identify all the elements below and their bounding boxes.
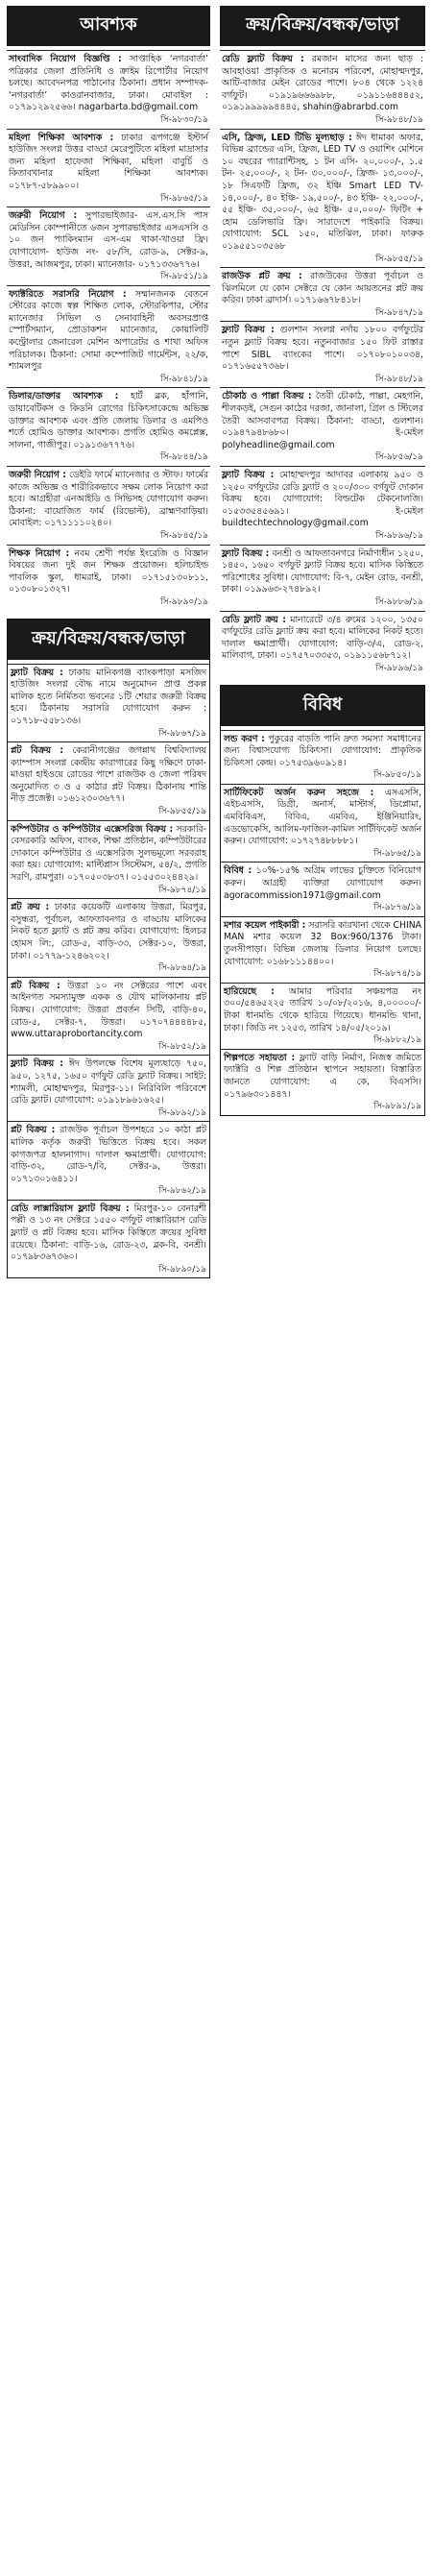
ad-reference-code: সি-৯৮৫২/১৯ — [158, 1041, 206, 1052]
ad-list — [221, 730, 424, 1115]
ad-reference-code: সি-৯৮৮৬/১৯ — [375, 596, 423, 607]
ad-reference-code: সি-৯৮৬২/১৯ — [158, 1186, 206, 1197]
classified-ad — [221, 1049, 424, 1115]
ad-keyword: ফ্ল্যাট বিক্রয় : — [11, 667, 63, 678]
ad-keyword: মহিলা শিক্ষিকা আবশ্যক : — [9, 132, 114, 143]
classified-ad — [8, 741, 209, 820]
classified-ad — [7, 387, 210, 466]
ad-body: ঢাকার রূপগঞ্জে ইস্টার্ন হাউজিং সংলগ্ন উত্তর বাড্ডা মেরেপুটিতে মহিলা মাদ্রাসার জন্য মহিলা হাফেজা শিক্ষিকা, মহিলা বাবুর্চি ও কিতাবখানার মহিলা শিক্ষিকা আবশ্যক। ০১৭৮৭-৫৮৯৯০০। — [9, 132, 208, 191]
ad-body: রাজউকের উত্তরা পূর্বাচল ও ঝিলমিলে যে কোন সেক্টরে যে কোন আয়তনের প্লট ক্রয় করিব। ঢাকা ব্রাদার্স। ০১৭১৬৬৭৮৪১৮। — [222, 271, 423, 306]
classified-ad — [8, 1055, 209, 1121]
ad-list — [8, 664, 209, 1278]
classified-ad — [7, 466, 210, 545]
section-heading-abashyak: আবশ্যক — [7, 6, 210, 46]
ad-keyword: লন্ড করণ : — [224, 733, 265, 744]
classified-ad — [221, 862, 424, 915]
ad-reference-code: সি-৯৮৭৪/১৯ — [373, 969, 421, 980]
classified-ad — [220, 611, 425, 677]
ad-body: পুকুরের বাড়তি পানি দ্রুত সমস্যা সমাধানের জন্য বিশ্বাসযোগ্য চিকিৎসা। যোগাযোগ: প্রাকৃতিক চিকিৎসা কেন্দ্র। ০১৭৫৩৯৬০৯১৪। — [224, 733, 421, 768]
ad-keyword: রেডি ফ্ল্যাট বিক্রয় : — [222, 54, 304, 64]
classified-ad — [8, 1200, 209, 1278]
ad-keyword: প্লট বিক্রয় : — [11, 745, 64, 757]
ad-body: তৈরী চৌকাঠ, পাল্লা, মেহগনি, শীলকড়ই, সেগুন কাঠের দরজা, জানালা, গ্রিল ও স্টিলের তৈরী আসবাবপত্র বিক্রয়। ঠিকানা: বাড্ডা, গুলশান। ০১৯৪৭৯৪৮৬৮০। ই-মেইল polyheadline@gmail.com — [222, 391, 423, 450]
ad-body: এসএসসি, এইচএসসি, ডিগ্রী, অনার্স, মাস্টার্স, ডিপ্লোমা, এমবিবিএস, বিবিএ, এমবিএ, ইঞ্জিনিয়ারিং, এডভোকেসি, আলিম-ফাজিল-কামিল সার্টিফিকেট অর্জন করুন। যোগাযোগ: ০১৭২৭৪৮৮৮৮১। — [224, 787, 421, 847]
classified-ad — [220, 50, 425, 129]
ad-keyword: ফ্ল্যাট বিক্রয় : — [11, 1058, 63, 1070]
ad-reference-code: সি-৯৮৩০/১৯ — [160, 114, 208, 125]
ad-reference-code: সি-৯৮৭৬/১৯ — [373, 903, 421, 913]
classified-ad — [7, 285, 210, 388]
section-heading-bibidh: বিবিধ — [221, 686, 424, 726]
ad-reference-code: সি-৯৮৪৫/১৯ — [160, 530, 208, 541]
ad-body: নবম শ্রেণী পর্যন্ত ইংরেজি ও বিজ্ঞান বিষয়ের জন্য দুই জন শিক্ষক প্রয়োজন। হলিচাইল্ড পাবলিক স্কুল, ধামরাই, ঢাকা। ০১৭১৫১৩০৮১১, ০১৩০৮০১৩২৭। — [9, 547, 208, 595]
ad-body: ঈদ উপলক্ষে বিশেষ মূল্যছাড়ে ৭৫০, ৯৫০, ১২৭৫, ১৬৫০ বর্গফুট রেডি ফ্ল্যাট বিক্রয়। সাইট: শ্যামলী, মোহাম্মদপুর, মিরপুর-১১। নিরিবিলি পরিবেশে রেডি ফ্ল্যাট। যোগাযোগ: ০১৯১৮৯৬১৬২৫। — [11, 1058, 206, 1106]
classified-ad — [7, 545, 210, 611]
section-kroy-bikroy-right — [220, 6, 425, 677]
section-bibidh — [220, 685, 425, 1116]
ad-keyword: শিক্ষক নিয়োগ : — [9, 547, 70, 559]
ad-keyword: ফ্ল্যাট বিক্রয় : — [222, 547, 270, 559]
ad-reference-code: সি-৯৮৪৭/১৯ — [375, 307, 423, 318]
ad-body: রাজউক পূর্বাচল উপশহরে ১০ কাঠা প্লট মালিক কর্তৃক জরুরী ভিত্তিতে বিক্রয় হবে। সকল কাগজপত্র হালনাগাদ। দালাল ক্ষমাপ্রার্থী। যোগাযোগ: বাড়ি-৩২, রোড-৭/বি, সেক্টর-৯, উত্তরা। ০১৭১৩০১৬৪১১। — [11, 1125, 206, 1184]
ad-keyword: প্লট বিক্রয় : — [11, 1125, 56, 1136]
ad-keyword: কম্পিউটার ও কম্পিউটার এক্সেসরিজ বিক্রয় : — [11, 823, 174, 835]
ad-body: ডেইরি ফার্মে ম্যানেজার ও স্টাফ। ফার্মের কাজে অভিজ্ঞ ও শারীরিকভাবে সক্ষম লোক নিয়োগ করা হবে। আগ্রহীরা এনআইডি ও সিভিসহ যোগাযোগ করুন। ঠিকানা: বায়োজিত ফার্ম (রিভোল্ট), ব্রাহ্মণবাড়িয়া। মোবাইল: ০১৭১১১১০২৪০। — [9, 470, 208, 529]
ad-reference-code: সি-৯৮৪৪/১৯ — [160, 452, 208, 463]
ad-keyword: জরুরী নিয়োগ : — [9, 210, 78, 222]
ad-body: বনশ্রী ও আফতাবনগরে নির্মাণাধীন ১২৫০, ১৪৫০, ১৬৫০ বর্গফুট ফ্ল্যাট বিক্রয় হবে। মাসিক কিস্তিতে পরিশোধের সুবিধা। যোগাযোগ: বি-৭, মেইন রোড, বনশ্রী, ঢাকা। ০১৯৯৬৩-২৭৪৮৯২। — [222, 547, 423, 595]
classified-ad — [221, 983, 424, 1049]
ad-body: মিরপুর-১০ বেনারশী পল্লী ও ১৩ নং সেক্টরে ১৫৫০ বর্গফুট লাক্সারিয়াস রেডি ফ্ল্যাট ও প্লট বিক্রয় হবে। মাসিক কিস্তিতে ক্রয়ের সুবিধা রয়েছে। ঠিকানা: বাড়ি-১৬, রোড-২৩, ব্লক-বি, বনশ্রী। ০১৭৯৮৩৬৭৩৬০। — [11, 1203, 206, 1263]
ad-keyword: হারিয়েছে : — [224, 985, 275, 997]
classified-ad — [8, 820, 209, 899]
ad-reference-code: সি-৯৮৫৬/১৯ — [375, 452, 423, 463]
ad-reference-code: সি-৯৮৪১/১৯ — [160, 374, 208, 384]
classified-ad — [220, 129, 425, 268]
ad-keyword: শিল্পপতে সহায়তা : — [224, 1052, 296, 1063]
ad-reference-code: সি-৯৮৪৮/১৯ — [375, 114, 423, 125]
ad-body: সরাসরি কারখানা থেকে CHINA MAN মশার কয়েল 32 Box:960/1376 টাকা। তুলসীপাড়া। বিভিন্ন জেলায় ডিলার নিয়োগ চলছে। যোগাযোগ: ০১৬৮১১১৪৪০০। — [224, 919, 422, 967]
ad-reference-code: সি-৯৮৫১/১৯ — [160, 272, 208, 282]
ad-body: গুলশান সংলগ্ন নর্দায় ১৮০০ বর্গফুটের নতুন ফ্ল্যাট বিক্রয় হবে। নতুনবাজার ১৫০ ফিট রাস্তার পাশে SIBL ব্যাংকের পাশে। ০১৭০৮০১০০৩৪, ০১৭১৬৫৫৭৩৬৮। — [222, 325, 423, 373]
ad-body: কেরানীগঞ্জের জগন্নাথ বিশ্ববিদ্যালয় ক্যাম্পাস সংলগ্ন কেন্দ্রীয় কারাগারের কিছু দক্ষিণে ঢাকা-মাওয়া হাইওয়ে রোডের পাশে রাজউক ও জেলা পরিষদ অনুমোদিত ৩ ও ৫ কাঠার প্লট বিক্রয়। ঠিকানায় শান্তি নীড় প্রজেক্ট। ০১৬১২৩০৩৬৭৭। — [11, 745, 206, 805]
ad-body: আমার পরিবার সঞ্চয়পত্র নং ৩০০/৫৪৬৫২২৫ তারিখ ১০/০৮/২০১৬, ৪,০০০০০/- টাকা ধানমন্ডি থেকে হারিয়ে গিয়েছে। ধানমন্ডি থানা, ঢাকা। জিডি নং ১২৫৩, তারিখ ১৪/০৫/২০১৯। — [224, 985, 422, 1033]
ad-reference-code: সি-৯৮৫৫/১৯ — [375, 254, 423, 264]
classified-ad — [221, 784, 424, 863]
ad-keyword: ফ্যাক্টরিতে সরাসরি নিয়োগ : — [9, 288, 127, 300]
ad-body: ১০%-১৫% অগ্রিম লাভের চুক্তিতে বিনিয়োগ করুন। আগ্রহী ব্যক্তিরা যোগাযোগ করুন। agoracommission1971@gmail.com — [224, 865, 421, 901]
ad-body: সাপ্তাহিক ‘নগরবার্তা’ পত্রিকার জেলা প্রতিনিধি ও ক্রাইম রিপোর্টার নিয়োগ চলছে। আবেদনপত্র পাঠানোর ঠিকানা। প্রধান সম্পাদক- ‘নগরবার্তা’ কাওরানবাজার, ঢাকা। মোবাইল : ০১৭৯১২৯২৫৬৬। nagarbarta.bd@gmail.com — [9, 54, 208, 113]
ad-keyword: রেডি লাক্সারিয়াস ফ্ল্যাট বিক্রয় : — [11, 1203, 130, 1214]
classified-ad — [7, 207, 210, 285]
ad-list — [220, 50, 425, 677]
ad-keyword: রাজউক প্লট ক্রয় : — [222, 271, 302, 282]
ad-keyword: প্লট ক্রয় : — [11, 902, 50, 913]
ad-reference-code: সি-৯৮৬৭/১৯ — [158, 728, 206, 739]
ad-reference-code: সি-৯৮৬৫/১৯ — [160, 193, 208, 204]
ad-body: সম্মানজনক বেতনে স্টোরের কাজে স্বল্প শিক্ষিত লোক, স্টোরকিপার, স্টোর ম্যানেজার সিভিল ও সেনাবাহিনী অবসরপ্রাপ্ত স্পোর্টসম্যান, প্রোডাকশন ম্যানেজার, কোয়ালিটি কন্ট্রোলার জেনারেল মেশিন অপারেটর ও শাখা অফিস পরিচালক। ঠিকানা: সোমা কম্পোজিট গার্মেন্টস, ২২/ক, শ্যামলপুর — [9, 288, 208, 373]
ad-reference-code: সি-৯৮৫০/১৯ — [373, 770, 421, 781]
ad-keyword: রেডি ফ্ল্যাট ক্রয় : — [222, 614, 286, 625]
ad-reference-code: সি-৯৮৯০/১৯ — [158, 1264, 206, 1275]
left-column — [7, 6, 210, 1278]
classified-ad — [221, 916, 424, 983]
ad-body: ফ্ল্যাট বাড়ি নির্মাণ, নিজস্ব জমিতে ফ্যাক্টরি ও শিল্প প্রতিষ্ঠান স্থাপনে সহায়তা। বিস্তারিত জানতে যোগাযোগ: এ কে, বিএসসি। ০১৭৯৬৩০১৪৪৭। — [224, 1052, 421, 1100]
classified-ad — [7, 129, 210, 207]
ad-body: ঢাকার কয়েকটি এলাকায় উত্তরা, মিরপুর, বসুন্ধরা, পূর্বাচল, আফতাবনগর ও বাড্ডায় মালিকের নিকট হতে ফ্ল্যাট ও প্লট ক্রয় করিব। যোগাযোগ: হিলচর হোমস লি:, রোড-৫, বাড়ি-৩৩, সেক্টর-১০, উত্তরা, ঢাকা। ০১৭৭৯-১২৪৬২০২। — [11, 902, 206, 961]
ad-keyword: ফ্ল্যাট বিক্রয় : — [222, 470, 275, 480]
ad-list — [7, 50, 210, 611]
ad-keyword: জরুরী নিয়োগ : — [9, 470, 66, 480]
ad-body: রমজান মাসের জন্য ছাড় : আবহাওয়া প্রাকৃতিক ও মনোরম পরিবেশ, মোহাম্মদপুর, আটি-বাজার মেইন রোডের পাশে। ৮০৪ থেকে ১২২৪ বর্গফুট। ০১৯১৯৬৬৬৯৮৮, ০১৯১১৬৪৪৪৫২, ০১৯১৯৯৯৯৯৪৪৪৫, shahin@abrarbd.com — [222, 54, 423, 113]
ad-keyword: ফ্ল্যাট বিক্রয় : — [222, 325, 275, 336]
ad-body: হার্ট ব্লক, হাঁপানি, ডায়াবেটিকস ও কিডনি রোগের চিকিৎসাকেন্দ্রে অভিজ্ঞ ডাক্তার আবশ্যক এবং প্রতি জেলায় ডিলার ও এমপিও শর্তে হোমিও ডাক্তার আবশ্যক। প্রগতি হোমিও কমপ্লেক্স, সালনা, গাজীপুর। ০১৯১৩৬৭৭৭৬। — [9, 391, 208, 450]
ad-reference-code: সি-৯৮৫৫/১৯ — [158, 807, 206, 817]
right-column — [220, 6, 425, 1116]
ad-reference-code: সি-৯৮৪৮/১৯ — [375, 374, 423, 384]
ad-keyword: ডিলার/ডাক্তার আবশ্যক : — [9, 391, 119, 402]
section-heading-kroy-bikroy: ক্রয়/বিক্রয়/বন্ধক/ভাড়া — [8, 620, 209, 660]
ad-body: ঢাকায় মানিকগঞ্জ ব্যাংকপাড়া মসজিদ হাউজিং সংলগ্ন বৌদ্ধ নামে অনুমোদন প্রাপ্ত প্রকল্প মালিক হতে নির্মিতব্য ভবনের ১টি শেয়ার জরুরী বিক্রয় হবে। ঠিকানায় সরাসরি যোগাযোগ করুন : ০১৭১৮-৫৫৮১৩৬। — [11, 667, 206, 726]
ad-keyword: প্লট বিক্রয় : — [11, 980, 60, 991]
classified-ad — [8, 977, 209, 1056]
classified-ad — [7, 50, 210, 129]
classified-ad — [8, 1121, 209, 1200]
ad-keyword: মশার কয়েল পাইকারী : — [224, 919, 306, 931]
ad-body: সরকারি-বেসরকারি অফিস, ব্যাংক, শিক্ষা প্রতিষ্ঠান, কম্পিউটারের দোকানে কম্পিউটার ও এক্সেসরিজ সুলভমূল্যে সরবরাহ করা হয়। যোগাযোগ: মাল্টিপ্লাস সিস্টেমস, ৫৪/২, প্রগতি সরণি, রামপুরা। ০১৭০৫০৩৮৩৭। ০১৫৫৩০২৪৪২৯। — [11, 823, 206, 884]
section-kroy-bikroy-left — [7, 619, 210, 1279]
classified-ad — [220, 466, 425, 545]
ad-keyword: সার্টিফিকেট অর্জন করুন সহজে : — [224, 787, 374, 798]
ad-keyword: এসি, ফ্রিজ, LED টিভি মূল্যছাড় : — [222, 132, 352, 143]
ad-keyword: সাংবাদিক নিয়োগ বিজ্ঞপ্তি : — [9, 54, 122, 64]
ad-reference-code: সি-৯৮৯২/১৯ — [158, 1107, 206, 1118]
ad-reference-code: সি-৯৮৯৬/১৯ — [375, 530, 423, 541]
classified-ad — [8, 898, 209, 977]
classified-ad — [8, 664, 209, 742]
ad-reference-code: সি-৯৮৯০/১৯ — [160, 596, 208, 607]
section-abashyak — [7, 6, 210, 611]
ad-reference-code: সি-৯৮৯৬/১৯ — [375, 663, 423, 673]
ad-body: মোহাম্মদপুর আদাবর এলাকায় ৯৫০ ও ১২৫০ বর্গফুটের রেডি ফ্ল্যাট ও ২০০/৩০০ বর্গফুট দোকান বিক্রয় হবে। যোগাযোগ: বিল্ডটেক টেকনোলজি। ০১৫৩৩৫৪৫৬৯১। ই-মেইল buildtechtechnology@gmail.com — [222, 470, 423, 529]
classified-ad — [220, 387, 425, 466]
ad-body: ঈদ ধামাকা অফার, বিভিন্ন ব্র্যান্ডের এসি, ফ্রিজ, LED TV ও ওয়াশিং মেশিনে ১০ বছরের গ্যারান্টিসহ, ১ টন এসি- ২০,০০০/-, ১.৫ টন- ২৫,০০০/-, ২ টন- ৩০,০০০/-, ফ্রিজ- ১৩,০০০/-, ১৮ সিএফটি ফ্রিজ, ৩২ ইঞ্চি Smart LED TV- ১৪,০০০/-, ৪০ ইঞ্চি- ১৯,৫০০/-, ৪৩ ইঞ্চি- ২২,০০০/-, ৫৫ ইঞ্চি- ৩৫,০০০/-, ৬৫ ইঞ্চি- ৫০,০০০/- ফিটিং + হোম ডেলিভারি ফ্রি। সারাদেশে পাইকারি বিক্রয়। যোগাযোগ: SCL ১৫০, মতিঝিল, ঢাকা। ফারুক ০১৯৫৫১০৩৫৬৮ — [222, 132, 423, 252]
ad-body: মানারেটে ৩/৪ রুমের ১২০০, ১৩৫০ বর্গফুটের রেডি ফ্ল্যাট ক্রয় করা হবে। মালিকের নিকট হতে। দালাল ক্ষমাপ্রার্থী। যোগাযোগ: বাড়ি-৩/এ, রোড-২, মালিবাগ, ঢাকা। ০১৭৫৭০৩৩৫৩, ০১৯১১৫৬৮৭১২। — [222, 614, 423, 662]
ad-reference-code: সি-৯৮৭৪/১৯ — [158, 885, 206, 895]
ad-keyword: চৌকাঠ ও পাল্লা বিক্রয় : — [222, 391, 312, 402]
ad-reference-code: সি-৯৮৯১/১৯ — [373, 1102, 421, 1112]
classified-ad — [220, 545, 425, 611]
classified-ad — [220, 267, 425, 321]
ad-reference-code: সি-৯৮৮২/১৯ — [373, 1035, 421, 1046]
ad-keyword: বিবিধ : — [224, 865, 252, 877]
ad-reference-code: সি-৯৮৬৫/১৯ — [373, 848, 421, 859]
ad-body: সুপারভাইজার- এস.এস.সি পাস মেডিসিন কোম্পানীতে ৬জন সুপারভাইজার এসএসসি ও ১০ জন প্যাকিংম্যান এস-এম থাকা-খাওয়া ফ্রি। যোগাযোগ- হাউজ নং- ৫৮/সি, রোড-৯, সেক্টর-৯, উত্তরা, আজমপুর, ঢাকা। ম্যানেজার- ০১৭১৩৩৬৭৭৬। — [9, 210, 208, 270]
ad-reference-code: সি-৯৮৬৪/১৯ — [158, 963, 206, 974]
section-heading-kroy-bikroy: ক্রয়/বিক্রয়/বন্ধক/ভাড়া — [220, 6, 425, 46]
classified-ad — [220, 321, 425, 387]
classified-ad — [221, 730, 424, 784]
ad-body: উত্তরা ১০ নং সেক্টরের পাশে এবং আইনগত সমস্যামুক্ত একক ও যৌথ মালিকানায় প্লট বিক্রয়। যোগাযোগ: উত্তরা প্রবর্তন সিটি, বাড়ি-৪০, রোড-৫, সেক্টর-৭, উত্তরা। ০১৭০৭৪৪৪৪৮৫, www.uttaraprobortancity.com — [11, 980, 206, 1040]
